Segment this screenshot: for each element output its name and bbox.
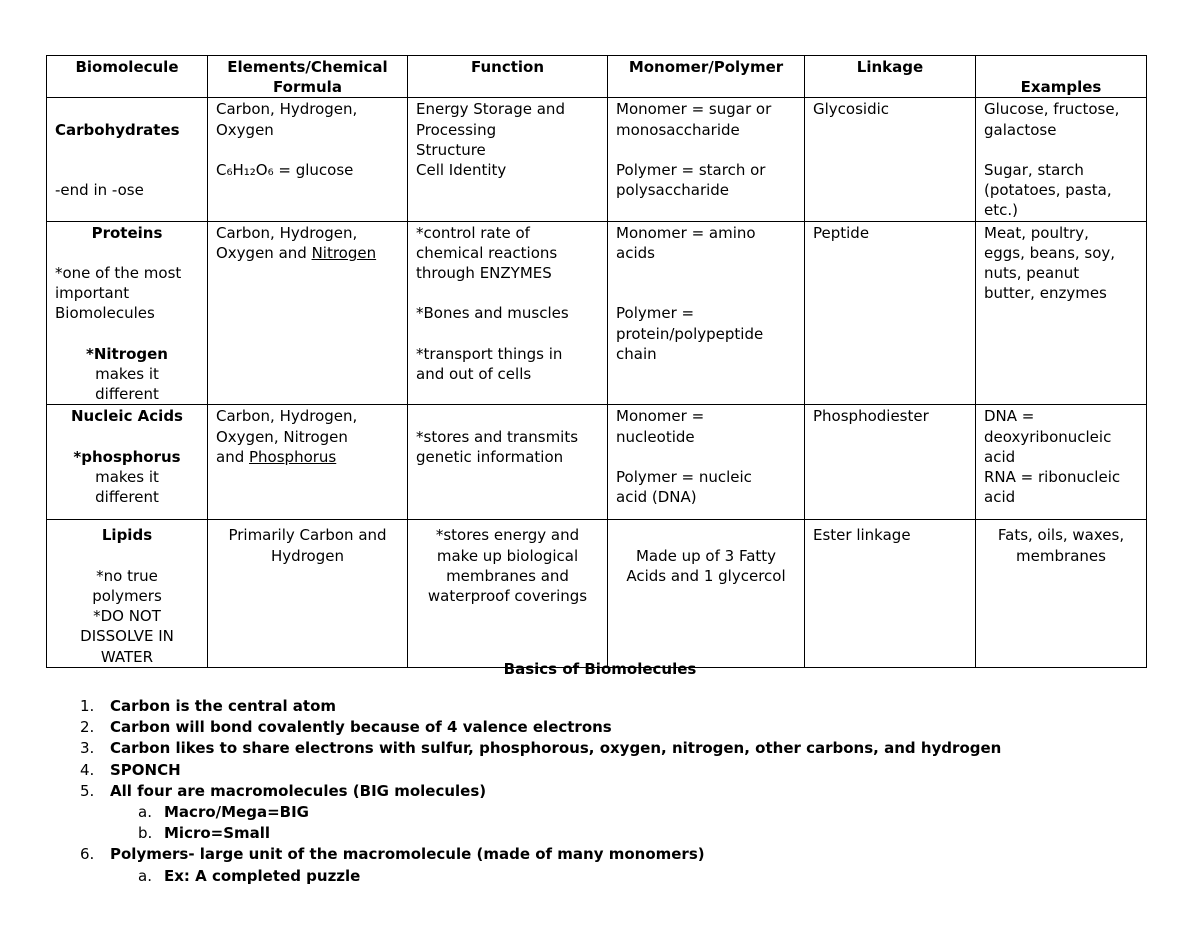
cell-function: *stores energy and make up biological membranes and waterproof coverings <box>408 520 608 667</box>
table-row-carbohydrates <box>47 98 1147 221</box>
header-elements: Elements/Chemical Formula <box>208 56 408 98</box>
header-function: Function <box>408 56 608 98</box>
cell-elements: Carbon, Hydrogen, Oxygen and Nitrogen <box>208 221 408 405</box>
page-title: Basics of Biomolecules <box>503 660 697 678</box>
cell-biomolecule: Nucleic Acids *phosphorus makes it different <box>47 405 208 520</box>
sub-list-item: a. Macro/Mega=BIG <box>138 803 309 822</box>
cell-function: *control rate of chemical reactions through ENZYMES *Bones and muscles *transport things in and out of cells <box>408 221 608 405</box>
notes-list <box>70 696 1001 887</box>
biomolecules-table <box>46 55 1147 668</box>
header-biomolecule: Biomolecule <box>47 56 208 98</box>
cell-linkage: Phosphodiester <box>805 405 976 520</box>
sub-list <box>110 866 1001 887</box>
header-monomer-polymer: Monomer/Polymer <box>608 56 805 98</box>
cell-monomer-polymer: Made up of 3 Fatty Acids and 1 glycercol <box>608 520 805 667</box>
table-row-proteins <box>47 221 1147 405</box>
cell-linkage: Ester linkage <box>805 520 976 667</box>
cell-monomer-polymer: Monomer = sugar or monosaccharide Polymer = starch or polysaccharide <box>608 98 805 221</box>
list-item: 2. Carbon will bond covalently because of 4 valence electrons <box>80 718 612 737</box>
cell-linkage: Peptide <box>805 221 976 405</box>
list-item: 6. Polymers- large unit of the macromolecule (made of many monomers) a. Ex: A completed puzzle <box>110 844 1001 886</box>
cell-elements: Carbon, Hydrogen, Oxygen, Nitrogen and Phosphorus <box>208 405 408 520</box>
cell-function: Energy Storage and Processing Structure Cell Identity <box>408 98 608 221</box>
list-item: 3. Carbon likes to share electrons with sulfur, phosphorous, oxygen, nitrogen, other carbons, and hydrogen <box>80 739 1002 758</box>
cell-monomer-polymer: Monomer = amino acids Polymer = protein/polypeptide chain <box>608 221 805 405</box>
cell-function: *stores and transmits genetic information <box>408 405 608 520</box>
cell-examples: Meat, poultry, eggs, beans, soy, nuts, peanut butter, enzymes <box>976 221 1147 405</box>
sub-list-item: b. Micro=Small <box>138 824 271 843</box>
cell-biomolecule: Proteins *one of the most important Biomolecules *Nitrogen makes it different <box>47 221 208 405</box>
cell-elements: Primarily Carbon and Hydrogen <box>208 520 408 667</box>
cell-linkage: Glycosidic <box>805 98 976 221</box>
cell-examples: Fats, oils, waxes, membranes <box>976 520 1147 667</box>
header-linkage: Linkage <box>805 56 976 98</box>
list-item: 5. All four are macromolecules (BIG molecules) a. Macro/Mega=BIG b. Micro=Small <box>110 781 1001 845</box>
list-item: 4. SPONCH <box>80 760 181 779</box>
table-header-row <box>47 56 1147 98</box>
cell-monomer-polymer: Monomer = nucleotide Polymer = nucleic acid (DNA) <box>608 405 805 520</box>
sub-list-item: a. Ex: A completed puzzle <box>138 866 361 885</box>
list-item: 1. Carbon is the central atom <box>80 697 337 715</box>
sub-list <box>110 802 1001 844</box>
cell-examples: DNA = deoxyribonucleic acid RNA = ribonucleic acid <box>976 405 1147 520</box>
table-row-nucleic-acids <box>47 405 1147 520</box>
header-examples: Examples <box>976 56 1147 98</box>
cell-biomolecule: Lipids *no true polymers *DO NOT DISSOLVE IN WATER <box>47 520 208 667</box>
cell-elements: Carbon, Hydrogen, Oxygen C₆H₁₂O₆ = glucose <box>208 98 408 221</box>
cell-biomolecule: Carbohydrates -end in -ose <box>47 98 208 221</box>
cell-examples: Glucose, fructose, galactose Sugar, starch (potatoes, pasta, etc.) <box>976 98 1147 221</box>
table-row-lipids <box>47 520 1147 667</box>
